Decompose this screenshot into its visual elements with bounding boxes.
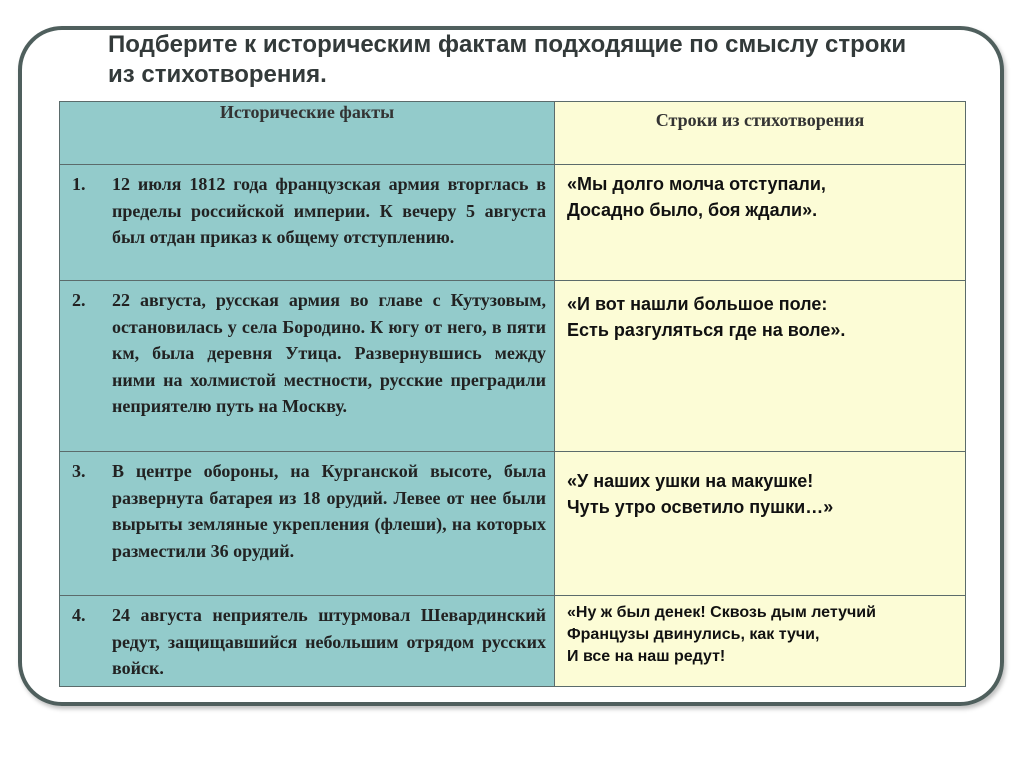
poem-line: «И вот нашли большое поле: xyxy=(567,294,828,314)
fact-cell xyxy=(60,281,555,452)
fact-text: 24 августа неприятель штурмовал Шевардинский редут, защищавшийся небольшим отрядом русских войск. xyxy=(112,605,546,678)
fact-number: 3. xyxy=(72,461,86,481)
page-title: Подберите к историческим фактам подходящие по смыслу строки из стихотворения. xyxy=(108,31,907,88)
table-row xyxy=(60,165,966,281)
facts-table xyxy=(59,101,966,687)
fact-number: 4. xyxy=(72,605,86,625)
fact-text: 22 августа, русская армия во главе с Кутузовым, остановилась у села Бородино. К югу от него, в пяти км, была деревня Утица. Развернувшись между ними на холмистой местности, русские преградили неприятелю путь на Москву. xyxy=(112,290,546,416)
fact-number: 1. xyxy=(72,174,86,194)
fact-cell xyxy=(60,452,555,596)
poem-lines-cell xyxy=(555,596,966,687)
poem-line: «У наших ушки на макушке! xyxy=(567,471,814,491)
fact-text: В центре обороны, на Курганской высоте, была развернута батарея из 18 орудий. Левее от нее были вырыты земляные укрепления (флеши), на которых разместили 36 орудий. xyxy=(112,461,546,561)
poem-line: «Ну ж был денек! Сквозь дым летучий xyxy=(567,604,876,621)
table-row xyxy=(60,452,966,596)
table-row xyxy=(60,596,966,687)
poem-line: Есть разгуляться где на воле». xyxy=(567,320,846,340)
table-row xyxy=(60,281,966,452)
poem-line: И все на наш редут! xyxy=(567,648,726,665)
poem-line: Чуть утро осветило пушки…» xyxy=(567,497,834,517)
header-poem-lines: Строки из стихотворения xyxy=(555,102,966,165)
fact-cell xyxy=(60,165,555,281)
poem-line: «Мы долго молча отступали, xyxy=(567,174,826,194)
table-header-row xyxy=(60,102,966,165)
poem-line: Французы двинулись, как тучи, xyxy=(567,626,820,643)
poem-lines-cell xyxy=(555,452,966,596)
poem-lines-cell xyxy=(555,281,966,452)
fact-number: 2. xyxy=(72,290,86,310)
fact-text: 12 июля 1812 года французская армия вторглась в пределы российской империи. К вечеру 5 августа был отдан приказ к общему отступлению. xyxy=(112,174,546,247)
fact-cell xyxy=(60,596,555,687)
poem-lines-cell xyxy=(555,165,966,281)
poem-line: Досадно было, боя ждали». xyxy=(567,200,818,220)
header-historical-facts: Исторические факты xyxy=(60,102,555,165)
